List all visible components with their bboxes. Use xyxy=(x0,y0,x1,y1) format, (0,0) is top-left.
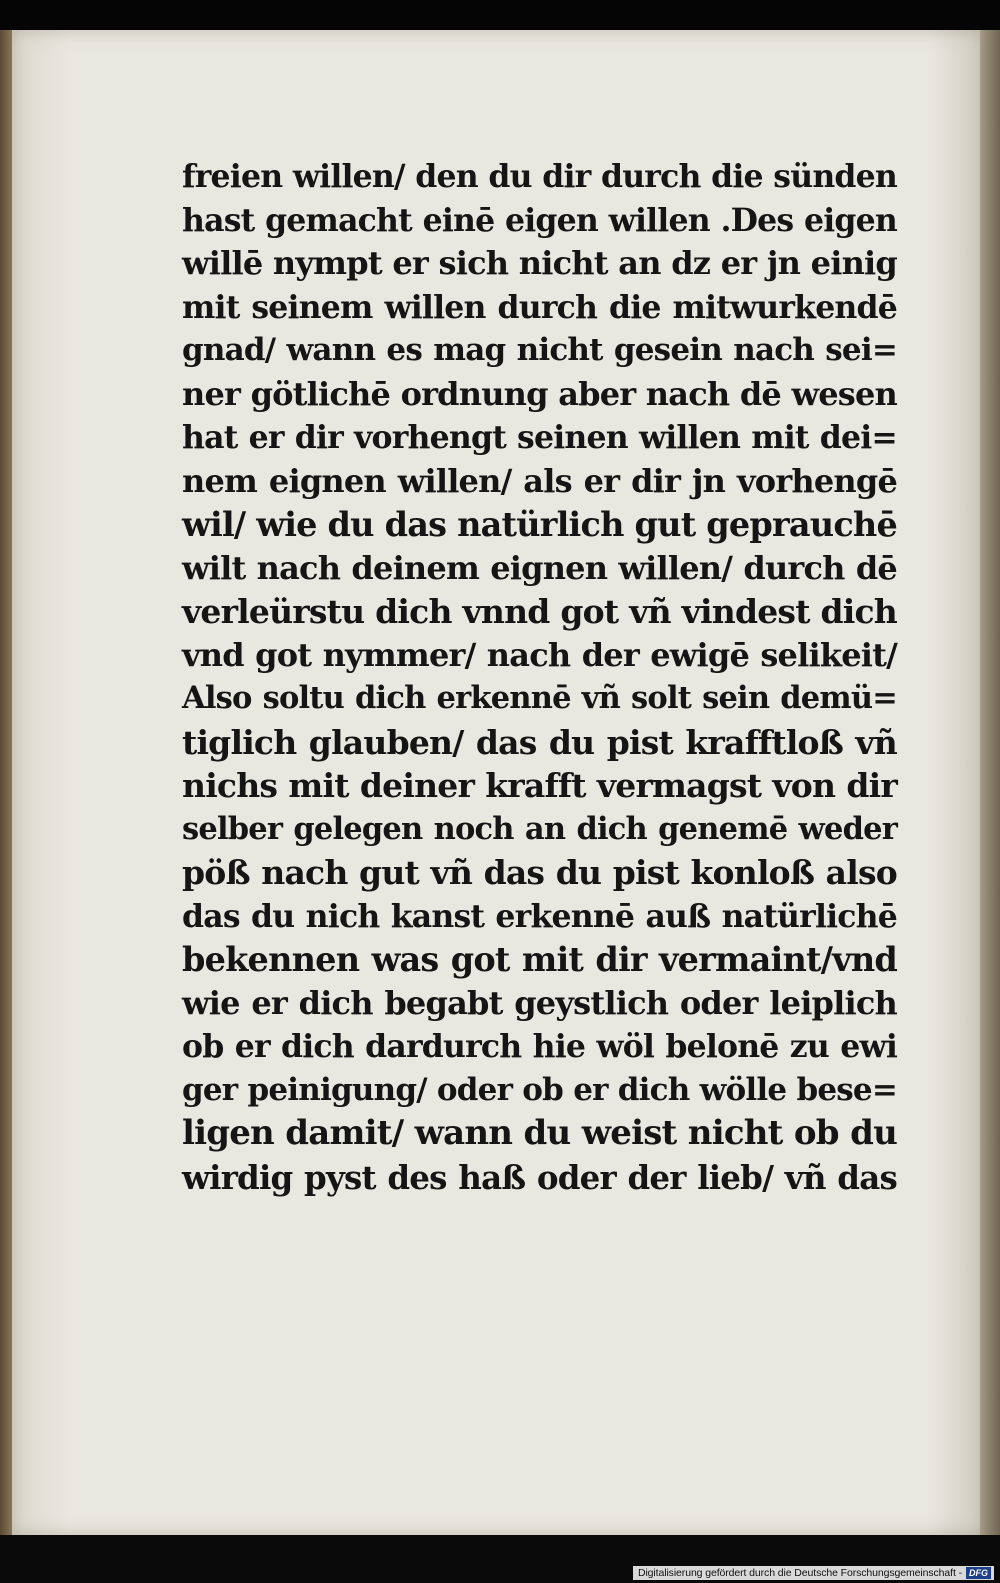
text-line: bekennen was got mit dir vermaint/vnd xyxy=(182,940,897,979)
text-line: ner götlichē ordnung aber nach dē wesen xyxy=(182,374,897,413)
text-line: willē nympt er sich nicht an dz er jn einig xyxy=(182,244,897,282)
text-line: freien willen/ den du dir durch die sünden xyxy=(182,158,897,195)
text-line: Also soltu dich erkennē vñ solt sein demü= xyxy=(182,680,897,716)
text-line: nem eignen willen/ als er dir jn vorhengē xyxy=(182,461,897,500)
text-line: wie er dich begabt geystlich oder leiplich xyxy=(182,983,897,1022)
text-line: wirdig pyst des haß oder der lieb/ vñ das xyxy=(182,1157,897,1197)
dfg-logo-icon: DFG xyxy=(966,1567,991,1579)
text-line: vnd got nymmer/ nach der ewigē selikeit/ xyxy=(182,635,897,674)
text-line: mit seinem willen durch die mitwurkendē xyxy=(182,288,897,326)
top-edge xyxy=(0,0,1000,30)
text-line: selber gelegen noch an dich genemē weder xyxy=(182,810,897,847)
text-line: tiglich glauben/ das du pist krafftloß vñ xyxy=(182,722,897,762)
text-block xyxy=(182,155,897,1199)
text-line: ligen damit/ wann du weist nicht ob du xyxy=(182,1113,897,1153)
text-line: ob er dich dardurch hie wöl belonē zu ewi xyxy=(182,1028,897,1065)
text-line: pöß nach gut vñ das du pist konloß also xyxy=(182,853,897,892)
text-line: das du nich kanst erkennē auß natürlichē xyxy=(182,897,897,935)
text-line: hat er dir vorhengt seinen willen mit dei= xyxy=(182,419,897,456)
text-line: nichs mit deiner krafft vermagst von dir xyxy=(182,766,897,805)
funding-footer xyxy=(633,1566,994,1580)
page-edge xyxy=(980,30,1000,1540)
text-line: wil/ wie du das natürlich gut geprauchē xyxy=(182,505,897,544)
text-line: verleürstu dich vnnd got vñ vindest dich xyxy=(182,592,897,631)
funding-text: Digitalisierung gefördert durch die Deutsche Forschungsgemeinschaft - xyxy=(637,1567,962,1579)
text-line: wilt nach deinem eignen willen/ durch dē xyxy=(182,548,897,587)
binding-edge xyxy=(0,30,12,1535)
text-line: ger peinigung/ oder ob er dich wölle bese= xyxy=(182,1071,897,1108)
text-line: gnad/ wann es mag nicht gesein nach sei= xyxy=(182,332,897,368)
text-line: hast gemacht einē eigen willen .Des eigen xyxy=(182,201,897,239)
